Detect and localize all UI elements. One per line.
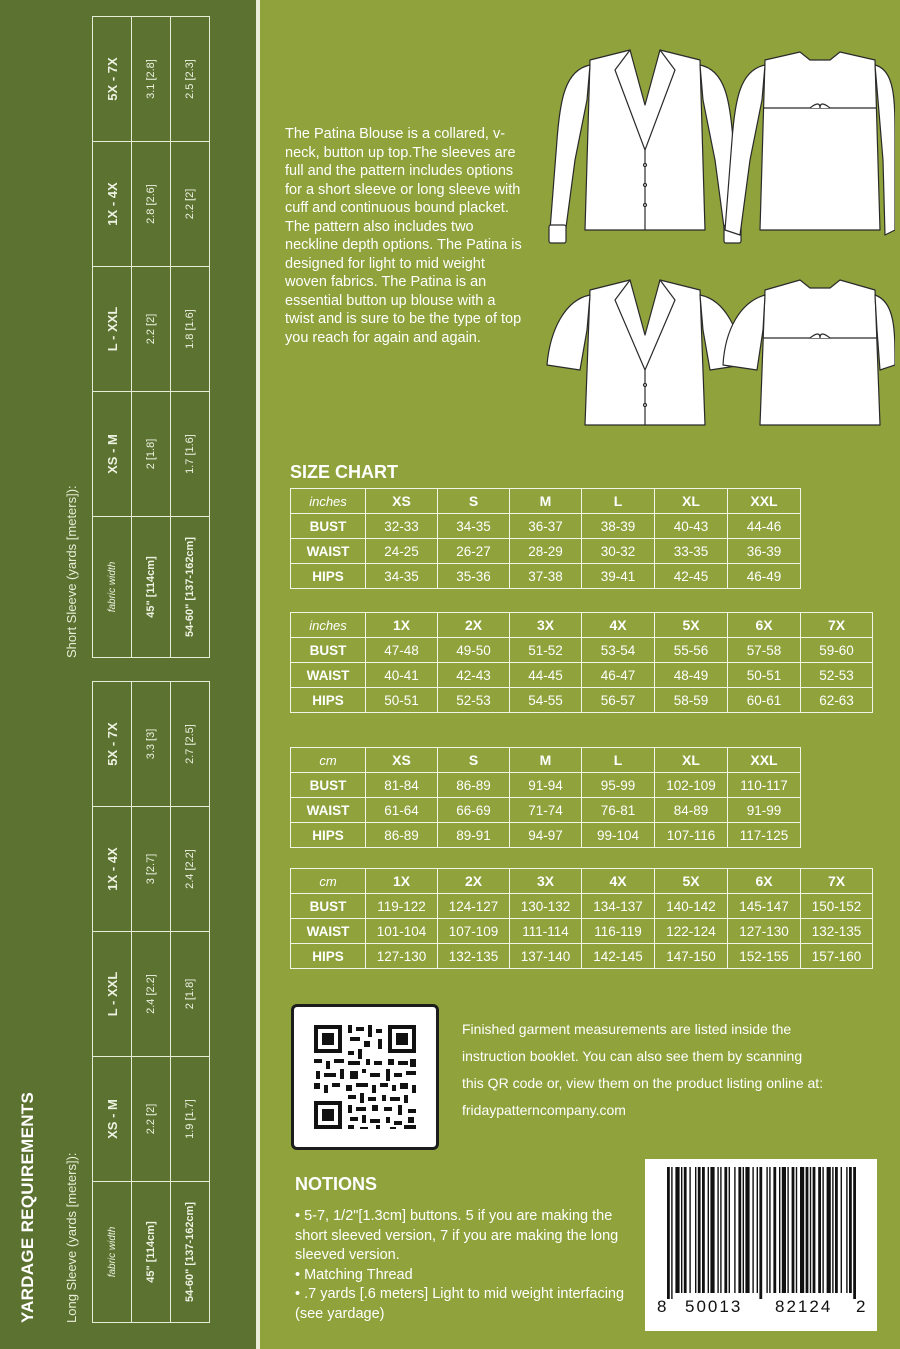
pattern-description: The Patina Blouse is a collared, v-neck, button up top.The sleeves are full and the pattern includes options for a short sleeve or long sleeve with cuff and continuous bound placket. The pattern also includes two neckline depth options. The Patina is designed for light to mid weight woven fabrics. The Patina is an essential button up blouse with a twist and is sure to be the type of top you reach for again and again. (285, 126, 522, 346)
row-label: BUST (291, 894, 366, 919)
barcode-bar (717, 1167, 718, 1293)
table-cell: 52-53 (801, 663, 873, 688)
table-cell: 36-39 (728, 539, 801, 564)
size-table-inches-plus (290, 612, 873, 713)
table-cell: 110-117 (728, 773, 801, 798)
table-cell: 101-104 (366, 919, 438, 944)
table-cell: 81-84 (366, 773, 438, 798)
barcode-bar (745, 1167, 749, 1293)
note-line: Finished garment measurements are listed inside the (462, 1021, 792, 1037)
table-cell: 46-47 (582, 663, 655, 688)
table-cell: 130-132 (510, 894, 582, 919)
barcode-digit-group: 50013 (685, 1297, 743, 1316)
table-cell: 119-122 (366, 894, 438, 919)
row-label: BUST (291, 773, 366, 798)
table-cell: 89-91 (438, 823, 510, 848)
size-header: L - XXL (93, 267, 132, 392)
row-label: WAIST (291, 798, 366, 823)
short-sleeve-front-drawing (547, 280, 743, 425)
size-header: 1X - 4X (93, 807, 132, 932)
yardage-panel (0, 0, 256, 1349)
barcode-bar (734, 1167, 735, 1293)
table-cell: 99-104 (582, 823, 655, 848)
table-cell: 95-99 (582, 773, 655, 798)
barcode-bar (841, 1167, 842, 1293)
size-header: M (510, 748, 582, 773)
table-cell: 50-51 (366, 688, 438, 713)
unit-label: inches (291, 613, 366, 638)
row-label: 45" [114cm] (132, 1182, 171, 1323)
barcode-bar (766, 1167, 767, 1293)
table-cell: 30-32 (582, 539, 655, 564)
long-sleeve-table (92, 681, 210, 1323)
finished-measurements-note (462, 1016, 882, 1124)
table-cell: 147-150 (655, 944, 728, 969)
notions-title: NOTIONS (295, 1174, 378, 1194)
size-header: 4X (582, 613, 655, 638)
barcode-bar (757, 1167, 758, 1293)
table-cell: 61-64 (366, 798, 438, 823)
barcode-bar (738, 1167, 741, 1293)
qr-code-icon (294, 1007, 436, 1147)
table-cell: 91-99 (728, 798, 801, 823)
table-row (291, 663, 873, 688)
list-item: • Matching Thread (295, 1266, 413, 1283)
table-cell: 26-27 (438, 539, 510, 564)
table-cell: 34-35 (438, 514, 510, 539)
barcode-bar (827, 1167, 831, 1293)
table-cell: 2.8 [2.6] (132, 142, 171, 267)
barcode-bar (787, 1167, 788, 1293)
table-cell: 157-160 (801, 944, 873, 969)
table-cell: 53-54 (582, 638, 655, 663)
size-header: 1X (366, 869, 438, 894)
size-header: XXL (728, 748, 801, 773)
size-header: XXL (728, 489, 801, 514)
size-header: XS - M (93, 392, 132, 517)
barcode-bar (681, 1167, 682, 1293)
fabric-width-header: fabric width (93, 1182, 132, 1323)
size-header: 2X (438, 869, 510, 894)
size-header: 5X - 7X (93, 17, 132, 142)
size-table-cm-plus (290, 868, 873, 969)
row-label: WAIST (291, 919, 366, 944)
table-row (291, 613, 873, 638)
table-row (132, 17, 171, 658)
size-header: XL (655, 489, 728, 514)
barcode-bar (800, 1167, 804, 1293)
table-cell: 124-127 (438, 894, 510, 919)
size-header: M (510, 489, 582, 514)
row-label: HIPS (291, 823, 366, 848)
table-cell: 116-119 (582, 919, 655, 944)
size-table-inches-standard (290, 488, 801, 589)
barcode-bar (792, 1167, 795, 1293)
size-header: 1X (366, 613, 438, 638)
table-row (291, 539, 801, 564)
table-cell: 111-114 (510, 919, 582, 944)
table-cell: 3 [2.7] (132, 807, 171, 932)
table-cell: 37-38 (510, 564, 582, 589)
unit-label: cm (291, 748, 366, 773)
table-cell: 145-147 (728, 894, 801, 919)
row-label: HIPS (291, 688, 366, 713)
size-chart-title: SIZE CHART (290, 462, 398, 482)
short-sleeve-back-drawing (723, 280, 895, 425)
table-cell: 117-125 (728, 823, 801, 848)
size-header: S (438, 748, 510, 773)
short-sleeve-caption: Short Sleeve (yards [meters]): (64, 485, 79, 658)
size-header: XS (366, 748, 438, 773)
barcode-bar (810, 1167, 811, 1293)
table-row (132, 682, 171, 1323)
row-label: 54-60" [137-162cm] (171, 1182, 210, 1323)
table-cell: 94-97 (510, 823, 582, 848)
barcode-bar (822, 1167, 823, 1293)
yardage-title: YARDAGE REQUIREMENTS (18, 1091, 37, 1323)
barcode-bar (759, 1167, 762, 1299)
table-cell: 2.5 [2.3] (171, 17, 210, 142)
table-cell: 2.4 [2.2] (132, 932, 171, 1057)
long-sleeve-caption: Long Sleeve (yards [meters]): (64, 1152, 79, 1323)
table-row (291, 489, 801, 514)
notions-list (295, 1207, 635, 1324)
table-cell: 107-116 (655, 823, 728, 848)
barcode-bar (813, 1167, 816, 1293)
size-header: 5X (655, 869, 728, 894)
table-cell: 59-60 (801, 638, 873, 663)
barcode-bar (806, 1167, 809, 1293)
table-cell: 91-94 (510, 773, 582, 798)
table-cell: 54-55 (510, 688, 582, 713)
table-cell: 2.4 [2.2] (171, 807, 210, 932)
table-cell: 40-43 (655, 514, 728, 539)
table-cell: 140-142 (655, 894, 728, 919)
table-cell: 1.9 [1.7] (171, 1057, 210, 1182)
table-cell: 66-69 (438, 798, 510, 823)
barcode-bar (667, 1167, 670, 1299)
table-cell: 142-145 (582, 944, 655, 969)
size-header: 1X - 4X (93, 142, 132, 267)
table-cell: 2.2 [2] (132, 267, 171, 392)
website-link[interactable]: fridaypatterncompany.com (462, 1102, 626, 1118)
table-cell: 2 [1.8] (132, 392, 171, 517)
table-cell: 134-137 (582, 894, 655, 919)
barcode-bar (702, 1167, 705, 1293)
barcode-bar (684, 1167, 687, 1293)
unit-label: inches (291, 489, 366, 514)
table-row (291, 688, 873, 713)
table-cell: 33-35 (655, 539, 728, 564)
list-item: • 5-7, 1/2"[1.3cm] buttons. 5 if you are making the short sleeved version, 7 if you are making the long sleeved version. (295, 1208, 619, 1263)
table-cell: 2.2 [2] (132, 1057, 171, 1182)
barcode-bar (796, 1167, 797, 1293)
table-cell: 150-152 (801, 894, 873, 919)
table-cell: 1.8 [1.6] (171, 267, 210, 392)
row-label: WAIST (291, 663, 366, 688)
table-cell: 3.1 [2.8] (132, 17, 171, 142)
barcode-bar (724, 1167, 727, 1293)
table-cell: 1.7 [1.6] (171, 392, 210, 517)
table-cell: 46-49 (728, 564, 801, 589)
table-cell: 52-53 (438, 688, 510, 713)
table-cell: 50-51 (728, 663, 801, 688)
table-cell: 71-74 (510, 798, 582, 823)
long-sleeve-back-drawing (725, 52, 895, 235)
table-cell: 2 [1.8] (171, 932, 210, 1057)
table-cell: 42-43 (438, 663, 510, 688)
size-header: 7X (801, 869, 873, 894)
table-cell: 102-109 (655, 773, 728, 798)
table-cell: 44-45 (510, 663, 582, 688)
barcode-bar (708, 1167, 709, 1293)
row-label: 45" [114cm] (132, 517, 171, 658)
table-cell: 28-29 (510, 539, 582, 564)
table-cell: 58-59 (655, 688, 728, 713)
barcode-bar (782, 1167, 786, 1293)
barcode-digit-group: 82124 (775, 1297, 833, 1316)
note-line: this QR code or, view them on the product listing online at: (462, 1075, 824, 1091)
table-cell: 34-35 (366, 564, 438, 589)
size-table-cm-standard (290, 747, 801, 848)
table-row (291, 773, 801, 798)
short-sleeve-table (92, 16, 210, 658)
table-cell: 32-33 (366, 514, 438, 539)
table-row (93, 17, 132, 658)
list-item: • .7 yards [.6 meters] Light to mid weight interfacing (see yardage) (295, 1286, 625, 1322)
table-cell: 132-135 (801, 919, 873, 944)
table-cell: 40-41 (366, 663, 438, 688)
row-label: HIPS (291, 944, 366, 969)
table-cell: 55-56 (655, 638, 728, 663)
table-cell: 36-37 (510, 514, 582, 539)
table-cell: 57-58 (728, 638, 801, 663)
barcode-digits (645, 1297, 877, 1321)
table-cell: 137-140 (510, 944, 582, 969)
barcode-digit-group: 8 (657, 1297, 667, 1316)
table-row (291, 798, 801, 823)
row-label: HIPS (291, 564, 366, 589)
barcode-bar (729, 1167, 730, 1293)
size-header: L - XXL (93, 932, 132, 1057)
note-line: instruction booklet. You can also see them by scanning (462, 1048, 803, 1064)
barcode-bar (773, 1167, 776, 1293)
table-row (291, 944, 873, 969)
table-cell: 44-46 (728, 514, 801, 539)
table-row (93, 682, 132, 1323)
table-cell: 2.7 [2.5] (171, 682, 210, 807)
barcode-bar (698, 1167, 701, 1293)
barcode-bar (832, 1167, 833, 1293)
size-header: 7X (801, 613, 873, 638)
table-cell: 122-124 (655, 919, 728, 944)
barcode-bar (779, 1167, 780, 1293)
size-header: XS (366, 489, 438, 514)
table-row (171, 17, 210, 658)
barcode-digit-group: 2 (856, 1297, 866, 1316)
size-header: L (582, 748, 655, 773)
size-header: 4X (582, 869, 655, 894)
barcode-bar (671, 1167, 672, 1299)
unit-label: cm (291, 869, 366, 894)
barcode-bar (675, 1167, 679, 1293)
table-cell: 127-130 (728, 919, 801, 944)
size-header: 3X (510, 869, 582, 894)
table-cell: 48-49 (655, 663, 728, 688)
barcode-bar (720, 1167, 721, 1293)
barcode (645, 1159, 877, 1331)
table-cell: 3.3 [3] (132, 682, 171, 807)
barcode-bars (645, 1159, 877, 1299)
barcode-bar (710, 1167, 714, 1293)
table-row (291, 894, 873, 919)
table-cell: 47-48 (366, 638, 438, 663)
size-header: 6X (728, 869, 801, 894)
garment-illustrations (535, 40, 895, 440)
table-row (291, 869, 873, 894)
table-cell: 76-81 (582, 798, 655, 823)
table-cell: 107-109 (438, 919, 510, 944)
table-cell: 84-89 (655, 798, 728, 823)
row-label: BUST (291, 638, 366, 663)
size-header: 5X (655, 613, 728, 638)
size-header: 5X - 7X (93, 682, 132, 807)
table-cell: 35-36 (438, 564, 510, 589)
table-cell: 24-25 (366, 539, 438, 564)
size-header: XL (655, 748, 728, 773)
row-label: 54-60" [137-162cm] (171, 517, 210, 658)
table-row (291, 564, 801, 589)
table-cell: 132-135 (438, 944, 510, 969)
table-cell: 2.2 [2] (171, 142, 210, 267)
table-row (291, 748, 801, 773)
table-cell: 62-63 (801, 688, 873, 713)
barcode-bar (752, 1167, 753, 1293)
barcode-bar (743, 1167, 744, 1293)
table-cell: 39-41 (582, 564, 655, 589)
barcode-bar (846, 1167, 847, 1293)
table-cell: 49-50 (438, 638, 510, 663)
barcode-bar (835, 1167, 838, 1293)
row-label: BUST (291, 514, 366, 539)
table-row (291, 919, 873, 944)
table-row (171, 682, 210, 1323)
table-cell: 38-39 (582, 514, 655, 539)
table-cell: 127-130 (366, 944, 438, 969)
table-row (291, 514, 801, 539)
barcode-bar (695, 1167, 696, 1293)
long-sleeve-front-drawing (549, 50, 741, 243)
table-row (291, 638, 873, 663)
table-row (291, 823, 801, 848)
size-header: S (438, 489, 510, 514)
table-cell: 60-61 (728, 688, 801, 713)
barcode-bar (769, 1167, 770, 1293)
barcode-bar (818, 1167, 821, 1293)
table-cell: 86-89 (366, 823, 438, 848)
table-cell: 56-57 (582, 688, 655, 713)
barcode-bar (853, 1167, 856, 1299)
size-header: 6X (728, 613, 801, 638)
row-label: WAIST (291, 539, 366, 564)
size-header: 2X (438, 613, 510, 638)
fabric-width-header: fabric width (93, 517, 132, 658)
qr-code[interactable] (291, 1004, 439, 1150)
barcode-bar (849, 1167, 852, 1293)
size-header: XS - M (93, 1057, 132, 1182)
table-cell: 152-155 (728, 944, 801, 969)
table-cell: 86-89 (438, 773, 510, 798)
size-header: L (582, 489, 655, 514)
size-header: 3X (510, 613, 582, 638)
table-cell: 51-52 (510, 638, 582, 663)
barcode-bar (689, 1167, 690, 1293)
table-cell: 42-45 (655, 564, 728, 589)
